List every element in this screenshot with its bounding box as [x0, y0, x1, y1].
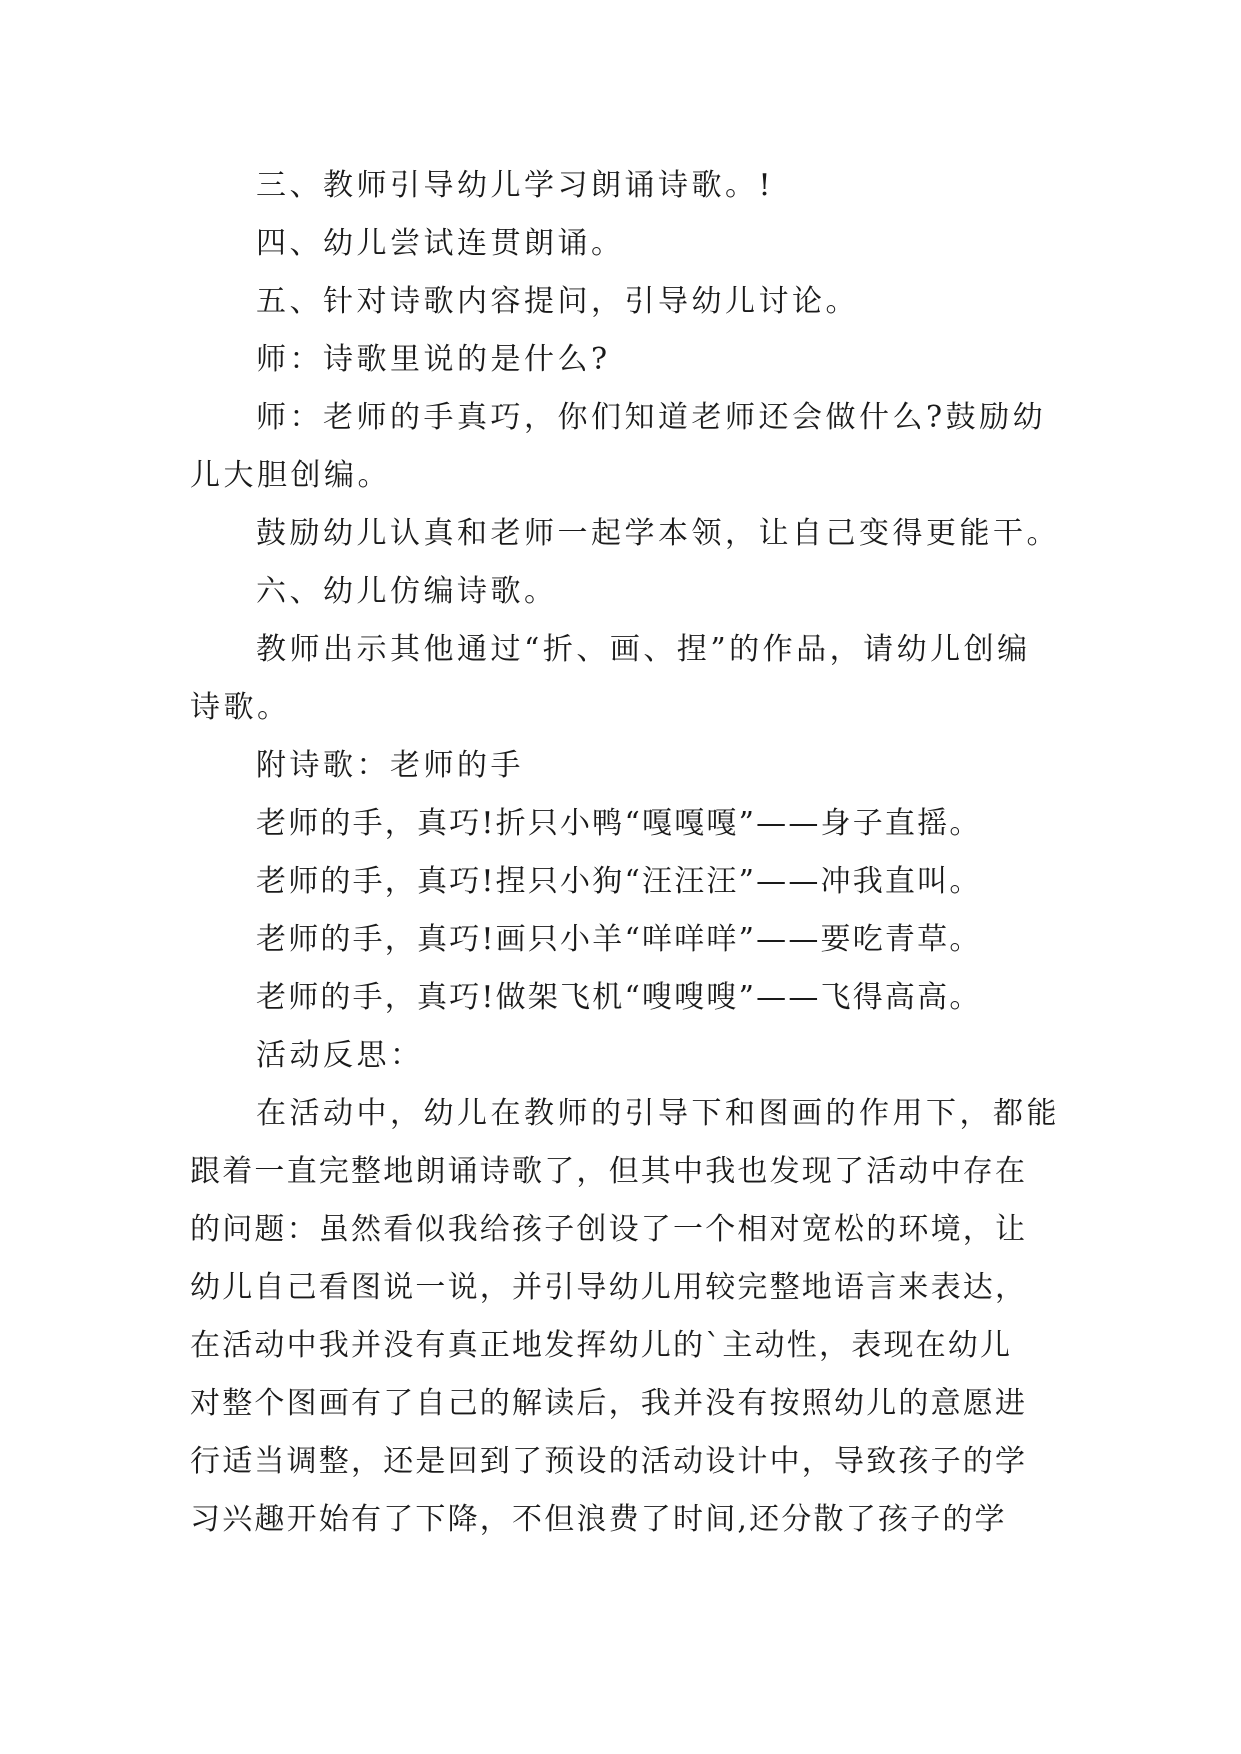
text-line: 的问题：虽然看似我给孩子创设了一个相对宽松的环境，让: [190, 1212, 1028, 1247]
text-line: 五、针对诗歌内容提问，引导幼儿讨论。: [256, 284, 859, 319]
poem-line: 老师的手，真巧!做架飞机“嗖嗖嗖”——飞得高高。: [256, 980, 982, 1015]
text-line: 在活动中我并没有真正地发挥幼儿的`主动性，表现在幼儿: [190, 1328, 1013, 1363]
poem-line: 老师的手，真巧!画只小羊“咩咩咩”——要吃青草。: [256, 922, 982, 957]
text-line: 附诗歌：老师的手: [256, 748, 524, 783]
text-line: 儿大胆创编。: [190, 458, 391, 493]
section-heading: 活动反思：: [256, 1038, 424, 1073]
text-line: 三、教师引导幼儿学习朗诵诗歌。!: [256, 168, 775, 203]
text-line: 在活动中，幼儿在教师的引导下和图画的作用下，都能: [256, 1096, 1060, 1131]
text-line: 跟着一直完整地朗诵诗歌了，但其中我也发现了活动中存在: [190, 1154, 1028, 1189]
text-line: 师：老师的手真巧，你们知道老师还会做什么?鼓励幼: [256, 400, 1047, 435]
text-line: 四、幼儿尝试连贯朗诵。: [256, 226, 625, 261]
text-line: 诗歌。: [190, 690, 291, 725]
text-line: 习兴趣开始有了下降，不但浪费了时间,还分散了孩子的学: [190, 1502, 1007, 1537]
text-line: 对整个图画有了自己的解读后，我并没有按照幼儿的意愿进: [190, 1386, 1028, 1421]
text-line: 幼儿自己看图说一说，并引导幼儿用较完整地语言来表达，: [190, 1270, 1028, 1305]
poem-line: 老师的手，真巧!折只小鸭“嘎嘎嘎”——身子直摇。: [256, 806, 982, 841]
poem-line: 老师的手，真巧!捏只小狗“汪汪汪”——冲我直叫。: [256, 864, 982, 899]
text-line: 教师出示其他通过“折、画、捏”的作品，请幼儿创编: [256, 632, 1031, 667]
text-line: 行适当调整，还是回到了预设的活动设计中，导致孩子的学: [190, 1444, 1028, 1479]
text-line: 师：诗歌里说的是什么?: [256, 342, 611, 377]
text-line: 六、幼儿仿编诗歌。: [256, 574, 558, 609]
text-line: 鼓励幼儿认真和老师一起学本领，让自己变得更能干。: [256, 516, 1060, 551]
